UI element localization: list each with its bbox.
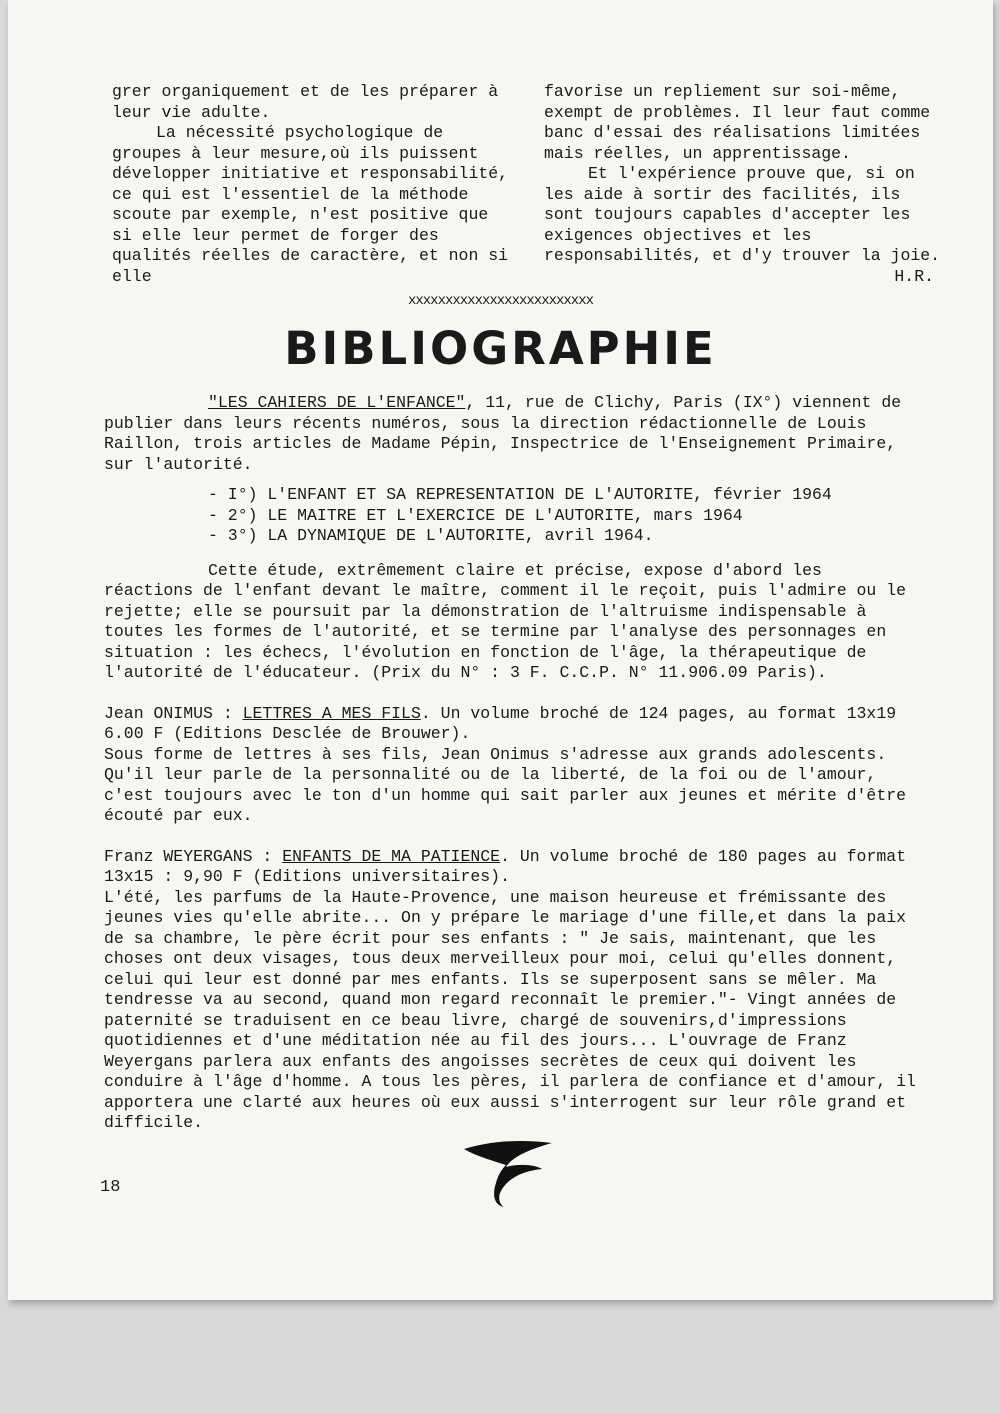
author-initials: H.R. bbox=[894, 266, 934, 286]
entry2-title: LETTRES A MES FILS bbox=[242, 703, 421, 723]
entry1-review: Cette étude, extrêmement claire et précise, expose d'abord les réactions de l'enfant devant le maître, comment il le reçoit, puis l'admire ou le rejette; elle se poursuit par la démonstration de l'altruisme indispensable à toutes les formes de l'autorité, et se termine par l'analyse des personnages en situation : les échecs, l'évolution en fonction de l'âge, la thérapeutique de l'autorité de l'éducateur. (Prix du N° : 3 F. C.C.P. N° 11.906.09 Paris). bbox=[104, 560, 907, 682]
left-column bbox=[112, 82, 512, 287]
end-ornament-icon bbox=[460, 1135, 560, 1210]
entry1-intro bbox=[104, 393, 919, 475]
left-paragraph-1: grer organiquement et de les préparer à leur vie adulte. bbox=[112, 82, 499, 122]
entry1-article-list bbox=[208, 485, 919, 547]
entry3-author: Franz WEYERGANS : bbox=[104, 846, 283, 866]
entry2-author: Jean ONIMUS : bbox=[104, 703, 243, 723]
entry1-title: "LES CAHIERS DE L'ENFANCE" bbox=[208, 393, 466, 412]
document-page bbox=[8, 0, 993, 1300]
article-list-item: - 3°) LA DYNAMIQUE DE L'AUTORITE, avril 1964. bbox=[208, 526, 654, 545]
entry3-review: L'été, les parfums de la Haute-Provence, une maison heureuse et frémissante des jeunes vies qu'elle abrite... On y prépare le mariage d'une fille,et dans la paix de sa chambre, le père écrit pour ses enfants : " Je sais, maintenant, que les choses ont deux visages, tous deux merveilleux pour moi, celui qu'elles donnent, celui qui leur est donné par mes enfants. Ils se superposent sans se mêler. Ma tendresse va au second, quand mon regard reconnaît le premier."- Vingt années de paternité se traduisent en ce beau livre, chargé de souvenirs,d'impressions quotidiennes et d'une méditation née au fil des jours... L'ouvrage de Franz Weyergans parlera aux enfants des angoisses secrètes de ceux qui doivent les conduire à l'âge d'homme. A tous les pères, il parlera de confiance et d'amour, il apportera une clarté aux heures où eux aussi s'interrogent sur leur rôle grand et difficile. bbox=[104, 887, 916, 1132]
article-list-item: - 2°) LE MAITRE ET L'EXERCICE DE L'AUTORITE, mars 1964 bbox=[208, 505, 743, 525]
right-paragraph-2: Et l'expérience prouve que, si on les aide à sortir des facilités, ils sont toujours capables d'accepter les exigences objectives et les responsabilités, et d'y trouver la joie. bbox=[544, 164, 941, 265]
bibliography-section bbox=[104, 393, 919, 1134]
section-heading: BIBLIOGRAPHIE bbox=[284, 322, 717, 375]
right-column bbox=[544, 82, 944, 287]
page-number: 18 bbox=[100, 1178, 121, 1197]
article-list-item: - I°) L'ENFANT ET SA REPRESENTATION DE L'AUTORITE, février 1964 bbox=[208, 485, 832, 504]
entry3-title: ENFANTS DE MA PATIENCE bbox=[282, 846, 501, 866]
entry3-intro-text: . Un volume broché de 180 pages au format 13x15 : 9,90 F (Editions universitaires). bbox=[104, 846, 907, 886]
right-paragraph-1: favorise un repliement sur soi-même, exempt de problèmes. Il leur faut comme banc d'essai des réalisations limitées mais réelles, un apprentissage. bbox=[544, 82, 931, 163]
entry2-review: Sous forme de lettres à ses fils, Jean Onimus s'adresse aux grands adolescents. Qu'il leur parle de la personnalité ou de la liberté, de la foi ou de l'amour, c'est toujours avec le ton d'un homme qui sait parler aux jeunes et mérite d'être écouté par eux. bbox=[104, 744, 907, 825]
separator-line: xxxxxxxxxxxxxxxxxxxxxxxxx bbox=[407, 293, 594, 309]
left-paragraph-2: La nécessité psychologique de groupes à leur mesure,où ils puissent développer initiative et responsabilité, ce qui est l'essentiel de la méthode scoute par exemple, n'est positive que si elle leur permet de forger des qualités réelles de caractère, et non si elle bbox=[112, 123, 509, 286]
entry1-intro-text: , 11, rue de Clichy, Paris (IX°) viennent de publier dans leurs récents numéros, sous la direction rédactionnelle de Louis Raillon, trois articles de Madame Pépin, Inspectrice de l'Enseignement Primaire, sur l'autorité. bbox=[104, 393, 902, 474]
entry2-intro bbox=[104, 704, 919, 745]
entry2-intro-text: . Un volume broché de 124 pages, au format 13x19 6.00 F (Editions Desclée de Brouwer). bbox=[104, 703, 897, 743]
entry3-intro bbox=[104, 847, 919, 888]
